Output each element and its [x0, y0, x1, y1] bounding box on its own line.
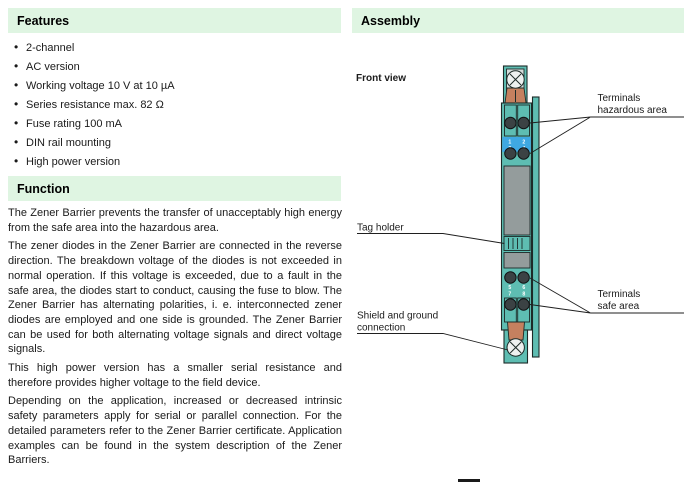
section-header-features [8, 8, 341, 33]
feature-item: • 2-channel [8, 42, 338, 55]
page-footer-mark [458, 479, 480, 482]
label-terminals-safe-line2: safe area [597, 301, 640, 312]
device-center-panel [504, 166, 530, 235]
terminal-number: 7 [508, 291, 512, 298]
assembly-title: Assembly [361, 13, 421, 28]
leader-line-terminals-hazardous [530, 117, 684, 154]
assembly-diagram [342, 50, 684, 380]
bottom-copper-clamp [508, 322, 525, 340]
label-terminals-hazardous-line1: Terminals [597, 93, 641, 104]
terminal-number: 1 [508, 139, 512, 146]
function-paragraph: Depending on the application, increased or decreased intrinsic safety parameters apply for serial or parallel connection. For the detailed parameters refer to the Zener Barrier certificate. Application examples can be found in the system description of the Zener Barriers. [8, 395, 342, 467]
label-tag-holder: Tag holder [357, 222, 404, 234]
terminal-number: 2 [522, 139, 526, 146]
function-paragraph: The zener diodes in the Zener Barrier are connected in the reverse direction. The breakdown voltage of the diodes is not exceeded in normal operation. If this voltage is exceeded, due to a fault in the safe area, the diodes start to conduct, causing the fuse to blow. The Zener Barrier has alternating polarities, i. e. interconnected zener diodes are employed and one side is grounded. The Zener Barrier can be used for both alternating voltage signals and direct voltage signals. [8, 240, 342, 356]
feature-item: • DIN rail mounting [8, 137, 338, 150]
leader-line-shield [357, 334, 508, 351]
terminal-screw [505, 148, 516, 159]
terminal-screw [518, 148, 529, 159]
front-view-label: Front view [356, 73, 407, 84]
label-terminals-safe-line1: Terminals [597, 289, 641, 300]
screw-icon [507, 71, 524, 88]
feature-item: • Working voltage 10 V at 10 µA [8, 80, 338, 93]
terminal-screw [518, 299, 529, 310]
section-header-assembly [352, 8, 684, 33]
terminal-number: 8 [522, 291, 526, 298]
terminal-screw [505, 272, 516, 283]
top-mounting-clamp [504, 66, 528, 103]
function-paragraph: This high power version has a smaller serial resistance and therefore provides higher voltage to the field device. [8, 362, 342, 389]
label-shield-line2: connection [357, 322, 406, 334]
terminal-screw [518, 272, 529, 283]
feature-item: • Fuse rating 100 mA [8, 118, 338, 131]
leader-line-tag-holder [357, 234, 505, 244]
terminal-screw [505, 117, 516, 128]
terminal-number: 6 [522, 285, 526, 291]
din-rail-edge [533, 97, 540, 357]
tag-holder-strip [504, 237, 530, 251]
feature-item: • AC version [8, 61, 338, 74]
feature-list [8, 42, 338, 175]
terminals-hazardous-block [502, 105, 530, 159]
terminal-number: 5 [508, 285, 512, 291]
screw-icon [507, 339, 524, 356]
device-lower-panel [504, 253, 530, 269]
label-shield-line1: Shield and ground [357, 310, 439, 322]
terminal-screw [505, 299, 516, 310]
feature-item: • High power version [8, 156, 338, 169]
feature-item: • Series resistance max. 82 Ω [8, 99, 338, 112]
label-terminals-hazardous-line2: hazardous area [597, 105, 667, 116]
features-title: Features [17, 13, 70, 28]
function-title: Function [17, 181, 70, 196]
function-text [8, 206, 342, 472]
section-header-function [8, 176, 341, 201]
terminal-screw [518, 117, 529, 128]
function-paragraph: The Zener Barrier prevents the transfer of unacceptably high energy from the safe area into the hazardous area. [8, 207, 342, 234]
